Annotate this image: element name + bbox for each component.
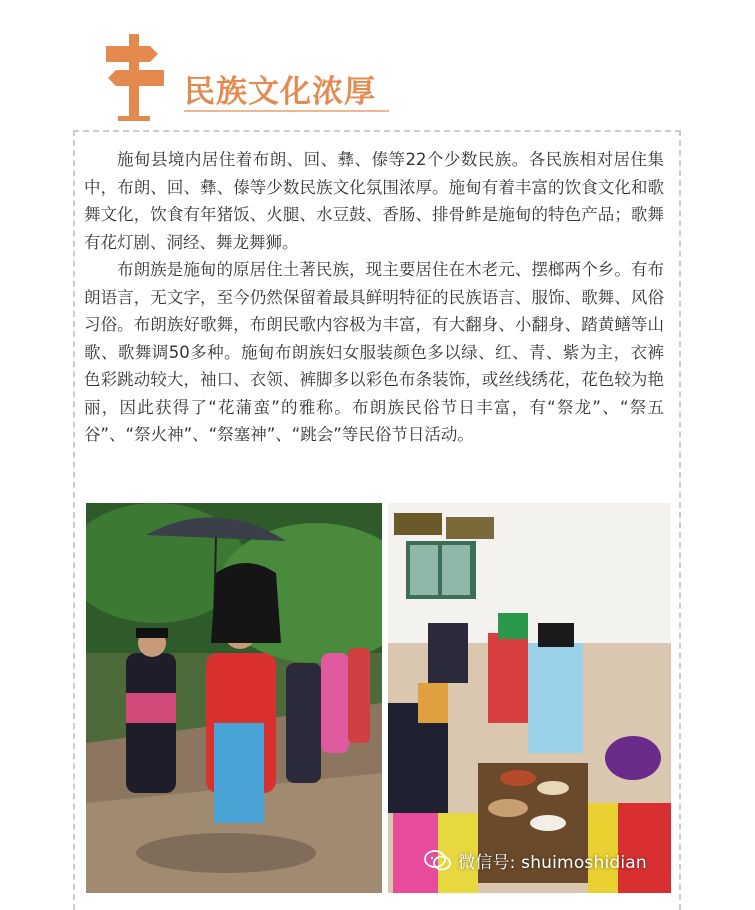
header-divider [184,110,389,112]
section-header [100,30,400,125]
signpost-icon [100,30,170,122]
watermark [424,848,647,873]
watermark-text: 微信号: shuimoshidian [458,853,647,873]
photo-procession [86,503,382,893]
header-title: 民族文化浓厚 [184,74,376,110]
article-body [84,146,664,449]
paragraph-bulang: 布朗族是施甸的原居住土著民族，现主要居住在木老元、摆榔两个乡。有布朗语言，无文字，至今仍然保留着最具鲜明特征的民族语言、服饰、歌舞、风俗习俗。布朗族好歌舞，布朗民歌内容极为丰富，有大翻身、小翻身、踏黄鳝等山歌、歌舞调50多种。施甸布朗族妇女服装颜色多以绿、红、青、紫为主，衣裤色彩跳动较大，袖口、衣领、裤脚多以彩色布条装饰，或丝线绣花，花色较为艳丽，因此获得了“花蒲蛮”的雅称。布朗族民俗节日丰富，有“祭龙”、“祭五谷”、“祭火神”、“祭塞神”、“跳会”等民俗节日活动。 [84,260,664,444]
paragraph-intro: 施甸县境内居住着布朗、回、彝、傣等22个少数民族。各民族相对居住集中，布朗、回、彝、傣等少数民族文化氛围浓厚。施甸有着丰富的饮食文化和歌舞文化，饮食有年猪饭、火腿、水豆鼓、香肠、排骨鲊是施甸的特色产品；歌舞有花灯剧、洞经、舞龙舞狮。 [84,150,664,252]
wechat-icon [424,849,452,873]
photo-feast [388,503,671,893]
